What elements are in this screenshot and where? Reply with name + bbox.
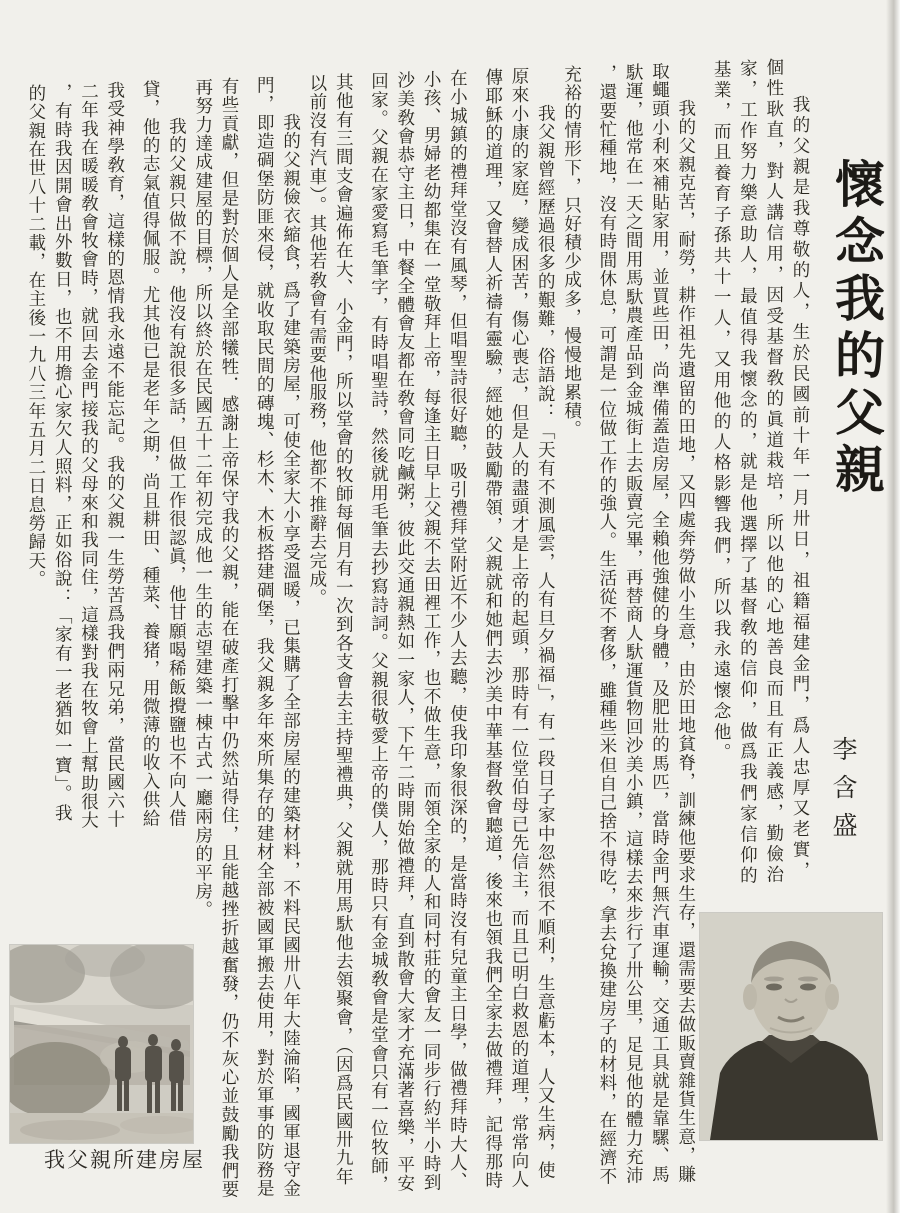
text-column: 我的父親是我尊敬的人，生於民國前十年一月卅日，祖籍福建金門，爲人忠厚又老實，	[791, 95, 811, 882]
text-column: 取蠅頭小利來補貼家用，並買些田，尚準備蓋造房屋，全賴他強健的身體，及肥壯的馬匹，當時金門無汽車運輸，交通工具就是靠騾、馬	[650, 62, 671, 1184]
text-column: 沙美敎會恭守主日，中餐全體會友都在敎會同吃鹹粥，彼此交通親熱如一家人，下午二時開始做禮拜，直到散會大家才充滿著喜樂，平安	[395, 71, 416, 1193]
text-column: 在小城鎮的禮拜堂沒有風琴，但唱聖詩很好聽，吸引禮拜堂附近不少人去聽，使我印象很深的，是當時沒有兒童主日學，做禮拜時大人、	[448, 69, 469, 1191]
text-column: 家，工作努力樂意助人，最值得我懷念的，就是他選擇了基督敎的信仰，做爲我們家信仰的	[738, 59, 759, 887]
text-column: 以前沒有汽車）。其他若敎會有需要他服務，他都不推辭去完成。	[307, 74, 328, 608]
text-column: 的父親在世八十二載，在主後一九八三年五月二日息勞歸天。	[26, 84, 47, 589]
text-column: 傳耶穌的道理，又會替人祈禱有靈驗，經她的鼓勵帶領，父親就和她們去沙美中華基督敎會聽道，後來也領我們全家去做禮拜，記得那時	[483, 68, 504, 1190]
text-column: 我的父親儉衣縮食，爲了建築房屋，可使全家大小享受溫暖，已集購了全部房屋的建築材料，不料民國卅八年大陸淪陷，國軍退守金	[281, 113, 302, 1198]
text-column: 個性耿直，對人講信用，因受基督敎的眞道栽培，所以他的心地善良而且有正義感，勤儉治	[764, 58, 785, 886]
text-column: 我的父親克苦，耐勞，耕作祖先遺留的田地，又四處奔勞做小生意，由於田地貧脊，訓練他要求生存，還需要去做販賣雜貨生意，賺	[676, 99, 697, 1184]
text-column: 有些貢獻，但是對於個人是全部犧牲．感謝上帝保守我的父親，能在破產打擊中仍然站得住，且能越挫折越奮發，仍不灰心並鼓勵我們要	[220, 77, 240, 1199]
portrait-photo	[700, 913, 882, 1140]
photo-caption: 我父親所建房屋	[44, 1148, 205, 1172]
text-column: 小孩、男婦老幼都集在一堂敬拜上帝，每逢主日早上父親不去田裡工作，也不做生意，而領全家的人和同村莊的會友一同步行約半小時到	[422, 70, 443, 1192]
text-column: 基業，而且養育子孫共十一人，又用他的人格影響我們，所以我永遠懷念他。	[712, 60, 733, 764]
text-column: 充裕的情形下，只好積少成多，慢慢地累積。	[562, 65, 583, 439]
text-column: 馱運，他常在一天之間用馬馱農產品到金城街上去販賣完畢，再替商人馱運貨物回沙美小鎮，這樣去來步行了卅公里，足見他的體力充沛	[624, 63, 645, 1185]
text-column: 回家。父親在家愛寫毛筆字，有時唱聖詩，然後就用毛筆去抄寫詩詞。父親很敬愛上帝的僕人，那時只有金城敎會是堂會只有一位牧師，	[369, 72, 390, 1194]
text-column: 貸，他的志氣值得佩服。尤其他已是老年之期，尚且耕田、種菜、養猪，用微薄的收入供給	[141, 80, 162, 828]
page-edge-shadow	[886, 0, 900, 1213]
house-photo-image	[10, 945, 193, 1143]
house-photo	[10, 945, 193, 1143]
text-column: 其他有三間支會遍佈在大、小金門，所以堂會的牧師每個月有一次到各支會去主持聖禮典，父親就用馬馱他去領聚會，（因爲民國卅九年	[334, 73, 355, 1187]
text-column: 二年我在暖暖敎會牧會時，就回去金門接我的父母來和我同住，這樣對我在牧會上幫助很大	[79, 82, 100, 830]
text-column: 我父親曾經歷過很多的艱難，俗語說：「天有不測風雲，人有旦夕禍福」，有一段日子家中忽然很不順利，生意虧本，人又生病，使	[536, 104, 557, 1180]
text-column: ，有時我因開會出外數日，也不用擔心家欠人照料，正如俗說：「家有一老猶如一寶」。我	[53, 83, 74, 823]
page-title: 懷念我的父親	[828, 158, 884, 500]
text-column: 門，即造碉堡防匪來侵，就收取民間的磚塊、杉木、木板搭建碉堡，我父親多年來所集存的建材全部被國軍搬去使用，對於軍事的防務是	[255, 76, 276, 1198]
text-column: 再努力達成建屋的目標，所以終於在民國五十二年初完成他一生的志望建築一棟古式一廳兩房的平房。	[193, 78, 214, 920]
text-column: 我受神學敎育，這樣的恩情我永遠不能忘記。我的父親一生勞苦爲我們兩兄弟，當民國六十	[105, 81, 126, 829]
portrait-photo-image	[700, 913, 882, 1140]
text-column: ，還要忙種地，沒有時間休息，可謂是一位做工作的強人。生活從不奢侈，雖種些米但自己捨不得吃，拿去兌換建房子的材料，在經濟不	[597, 64, 618, 1186]
text-column: 原來小康的家庭，變成困苦，傷心喪志，但是人的盡頭才是上帝的起頭，那時有一位堂伯母已先信主，而且已明白救恩的道理，常常向人	[510, 67, 530, 1189]
text-column: 我的父親只做不說，他沒有說很多話，但做工作很認眞，他甘願喝稀飯攪鹽也不向人借	[167, 117, 188, 828]
author-name: 李含盛	[829, 736, 856, 850]
